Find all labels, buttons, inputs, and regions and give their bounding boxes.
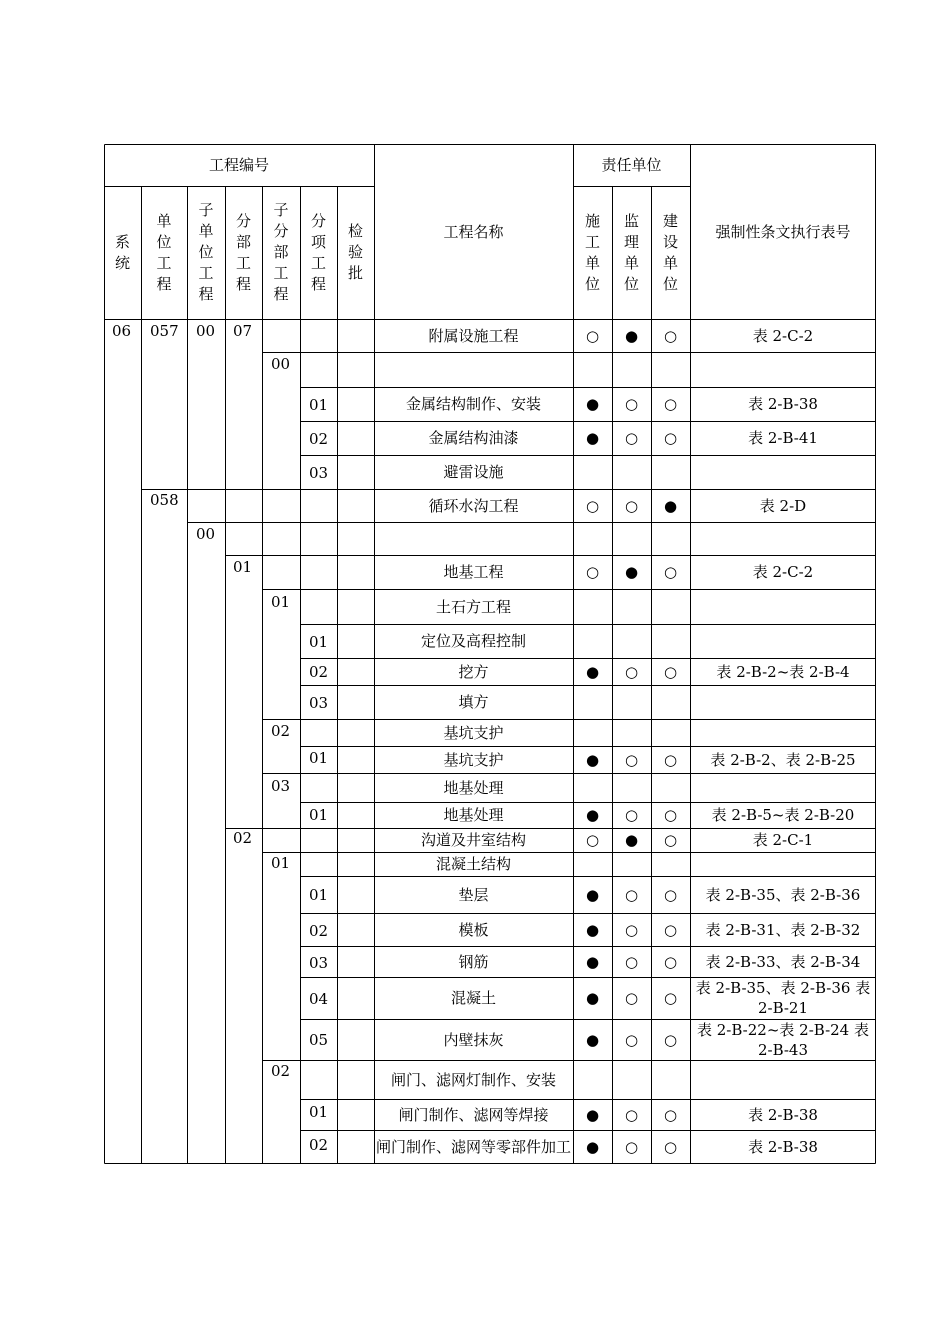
construct-mark: ● (585, 885, 600, 904)
code-item: 01 (309, 1103, 329, 1121)
supervise-mark: ○ (624, 989, 639, 1007)
owner-mark: ○ (663, 1105, 678, 1124)
owner-mark: ○ (663, 429, 678, 447)
construct-mark: ● (585, 989, 600, 1007)
construct-mark (573, 852, 612, 876)
supervise-mark: ○ (624, 806, 639, 824)
construct-mark: ● (585, 1030, 600, 1049)
supervise-mark: ○ (624, 1030, 639, 1049)
mandatory-ref: 表 2-C-2 (752, 326, 814, 345)
row-name: 模板 (458, 920, 489, 939)
supervise-mark (612, 589, 651, 624)
mandatory-ref: 表 2-C-2 (752, 563, 814, 581)
construct-mark: ● (585, 429, 600, 447)
construct-mark: ○ (585, 831, 600, 849)
code-item: 02 (309, 430, 329, 448)
header-subdivision: 子分部工程 (273, 201, 289, 303)
owner-mark: ○ (663, 395, 678, 413)
mandatory-ref: 表 2-B-35、表 2-B-36 (705, 885, 861, 904)
code-subdivision: 01 (271, 854, 291, 872)
mandatory-ref: 表 2-D (759, 496, 807, 515)
mandatory-ref: 表 2-B-5~表 2-B-20 (711, 806, 855, 824)
row-name: 沟道及井室结构 (420, 831, 526, 849)
row-name: 地基处理 (443, 806, 504, 824)
code-item: 03 (309, 464, 329, 482)
construct-mark (573, 1060, 612, 1099)
supervise-mark (612, 685, 651, 719)
row-name: 闸门、滤网灯制作、安装 (390, 1070, 556, 1089)
supervise-mark (612, 852, 651, 876)
supervise-mark (612, 455, 651, 489)
code-subdivision: 02 (271, 722, 291, 740)
owner-mark (651, 685, 690, 719)
supervise-mark: ○ (624, 1105, 639, 1124)
code-subdivision: 01 (271, 593, 291, 611)
owner-mark: ○ (663, 831, 678, 849)
supervise-mark: ○ (624, 885, 639, 904)
mandatory-ref: 表 2-B-2、表 2-B-25 (710, 750, 856, 769)
owner-mark: ○ (663, 885, 678, 904)
code-subunit: 00 (196, 322, 216, 340)
construct-mark (573, 773, 612, 802)
construct-mark: ● (585, 1138, 600, 1156)
construct-mark (573, 685, 612, 719)
mandatory-ref: 表 2-B-33、表 2-B-34 (705, 952, 861, 971)
supervise-mark (612, 773, 651, 802)
code-item: 01 (309, 806, 329, 824)
header-responsible-group: 责任单位 (601, 156, 662, 174)
row-name: 土石方工程 (435, 597, 511, 616)
header-code-group: 工程编号 (208, 156, 269, 174)
row-name: 地基工程 (443, 563, 504, 581)
header-batch: 检验批 (347, 222, 363, 282)
construct-mark (573, 624, 612, 658)
mandatory-ref: 表 2-B-38 (748, 1138, 818, 1156)
owner-mark: ○ (663, 750, 678, 769)
code-subdivision: 00 (271, 355, 291, 373)
owner-mark (651, 1060, 690, 1099)
supervise-mark: ○ (624, 496, 639, 515)
supervise-mark: ● (624, 563, 639, 581)
code-item: 04 (309, 990, 329, 1008)
row-name: 地基处理 (443, 778, 504, 797)
supervise-mark: ● (624, 326, 639, 345)
mandatory-ref (690, 522, 876, 555)
code-item: 02 (309, 922, 329, 940)
supervise-mark (612, 1060, 651, 1099)
row-name: 基坑支护 (443, 723, 504, 742)
mandatory-ref: 表 2-B-38 (748, 395, 818, 413)
construct-mark: ● (585, 750, 600, 769)
header-name: 工程名称 (443, 222, 504, 241)
header-item: 分项工程 (310, 211, 326, 293)
row-name: 附属设施工程 (428, 326, 519, 345)
header-division: 分部工程 (235, 211, 251, 293)
construct-mark: ○ (585, 496, 600, 515)
row-name (374, 352, 573, 387)
header-unit: 单位工程 (156, 211, 172, 293)
owner-mark: ● (663, 496, 678, 515)
row-name: 闸门制作、滤网等零部件加工 (376, 1138, 572, 1156)
code-item: 01 (309, 633, 329, 651)
owner-mark: ○ (663, 920, 678, 939)
code-item: 02 (309, 1136, 329, 1154)
row-name: 钢筋 (458, 952, 489, 971)
construct-mark (573, 352, 612, 387)
owner-mark: ○ (663, 662, 678, 681)
construct-mark: ● (585, 395, 600, 413)
mandatory-ref (690, 719, 876, 746)
row-name: 混凝土结构 (435, 855, 511, 873)
header-system: 系统 (114, 232, 130, 272)
mandatory-ref: 表 2-B-22~表 2-B-24 表 2-B-43 (696, 1020, 869, 1059)
construct-mark (573, 589, 612, 624)
code-item: 01 (309, 886, 329, 904)
supervise-mark: ● (624, 831, 639, 849)
code-subunit: 00 (196, 525, 216, 543)
owner-mark: ○ (663, 1030, 678, 1049)
code-division: 01 (233, 558, 253, 576)
supervise-mark (612, 522, 651, 555)
owner-mark (651, 455, 690, 489)
code-item: 01 (309, 749, 329, 767)
code-unit: 058 (150, 491, 179, 509)
header-construct: 施工单位 (584, 211, 600, 293)
header-subunit: 子单位工程 (198, 201, 214, 303)
construct-mark: ● (585, 662, 600, 681)
owner-mark (651, 773, 690, 802)
header-mandatory: 强制性条文执行表号 (715, 222, 851, 241)
mandatory-ref: 表 2-C-1 (752, 831, 814, 849)
owner-mark (651, 624, 690, 658)
mandatory-ref (690, 773, 876, 802)
mandatory-ref: 表 2-B-35、表 2-B-36 表 2-B-21 (695, 979, 871, 1017)
owner-mark (651, 522, 690, 555)
mandatory-ref (690, 589, 876, 624)
row-name: 循环水沟工程 (428, 496, 519, 515)
mandatory-ref: 表 2-B-41 (748, 429, 818, 447)
supervise-mark (612, 352, 651, 387)
construct-mark: ● (585, 920, 600, 939)
owner-mark: ○ (663, 563, 678, 581)
code-division: 02 (233, 829, 253, 847)
construct-mark (573, 522, 612, 555)
construct-mark (573, 455, 612, 489)
mandatory-ref (690, 624, 876, 658)
row-name: 挖方 (458, 662, 489, 681)
supervise-mark: ○ (624, 662, 639, 681)
owner-mark (651, 352, 690, 387)
supervise-mark: ○ (624, 920, 639, 939)
code-unit: 057 (150, 322, 179, 340)
construct-mark (573, 719, 612, 746)
supervise-mark: ○ (624, 952, 639, 971)
code-subdivision: 02 (271, 1062, 291, 1080)
supervise-mark: ○ (624, 395, 639, 413)
row-name (374, 522, 573, 555)
code-subdivision: 03 (271, 777, 291, 795)
owner-mark: ○ (663, 952, 678, 971)
row-name: 闸门制作、滤网等焊接 (398, 1105, 549, 1124)
engineering-code-table (104, 144, 876, 1164)
code-system: 06 (112, 322, 132, 340)
row-name: 基坑支护 (443, 750, 504, 769)
mandatory-ref (690, 352, 876, 387)
mandatory-ref: 表 2-B-31、表 2-B-32 (705, 920, 861, 939)
mandatory-ref (690, 852, 876, 876)
construct-mark: ● (585, 806, 600, 824)
owner-mark: ○ (663, 1138, 678, 1156)
owner-mark (651, 719, 690, 746)
supervise-mark: ○ (624, 750, 639, 769)
row-name: 内壁抹灰 (443, 1030, 504, 1049)
row-name: 金属结构油漆 (428, 429, 519, 447)
supervise-mark: ○ (624, 1138, 639, 1156)
construct-mark: ● (585, 1105, 600, 1124)
code-division: 07 (233, 322, 253, 340)
supervise-mark (612, 719, 651, 746)
code-item: 03 (309, 954, 329, 972)
owner-mark: ○ (663, 989, 678, 1007)
mandatory-ref: 表 2-B-38 (748, 1105, 818, 1124)
construct-mark: ○ (585, 563, 600, 581)
owner-mark (651, 589, 690, 624)
row-name: 避雷设施 (443, 463, 504, 481)
construct-mark: ○ (585, 326, 600, 345)
mandatory-ref: 表 2-B-2~表 2-B-4 (716, 662, 850, 681)
mandatory-ref (690, 685, 876, 719)
supervise-mark (612, 624, 651, 658)
mandatory-ref (690, 1060, 876, 1099)
code-item: 02 (309, 663, 329, 681)
row-name: 金属结构制作、安装 (405, 395, 541, 413)
header-owner: 建设单位 (662, 211, 678, 293)
supervise-mark: ○ (624, 429, 639, 447)
owner-mark: ○ (663, 326, 678, 345)
code-item: 05 (309, 1031, 329, 1049)
owner-mark: ○ (663, 806, 678, 824)
row-name: 垫层 (458, 885, 489, 904)
row-name: 填方 (458, 693, 489, 711)
code-item: 03 (309, 694, 329, 712)
row-name: 定位及高程控制 (420, 632, 526, 650)
owner-mark (651, 852, 690, 876)
mandatory-ref (690, 455, 876, 489)
row-name: 混凝土 (450, 989, 496, 1007)
header-supervise: 监理单位 (623, 211, 639, 293)
construct-mark: ● (585, 952, 600, 971)
code-item: 01 (309, 396, 329, 414)
